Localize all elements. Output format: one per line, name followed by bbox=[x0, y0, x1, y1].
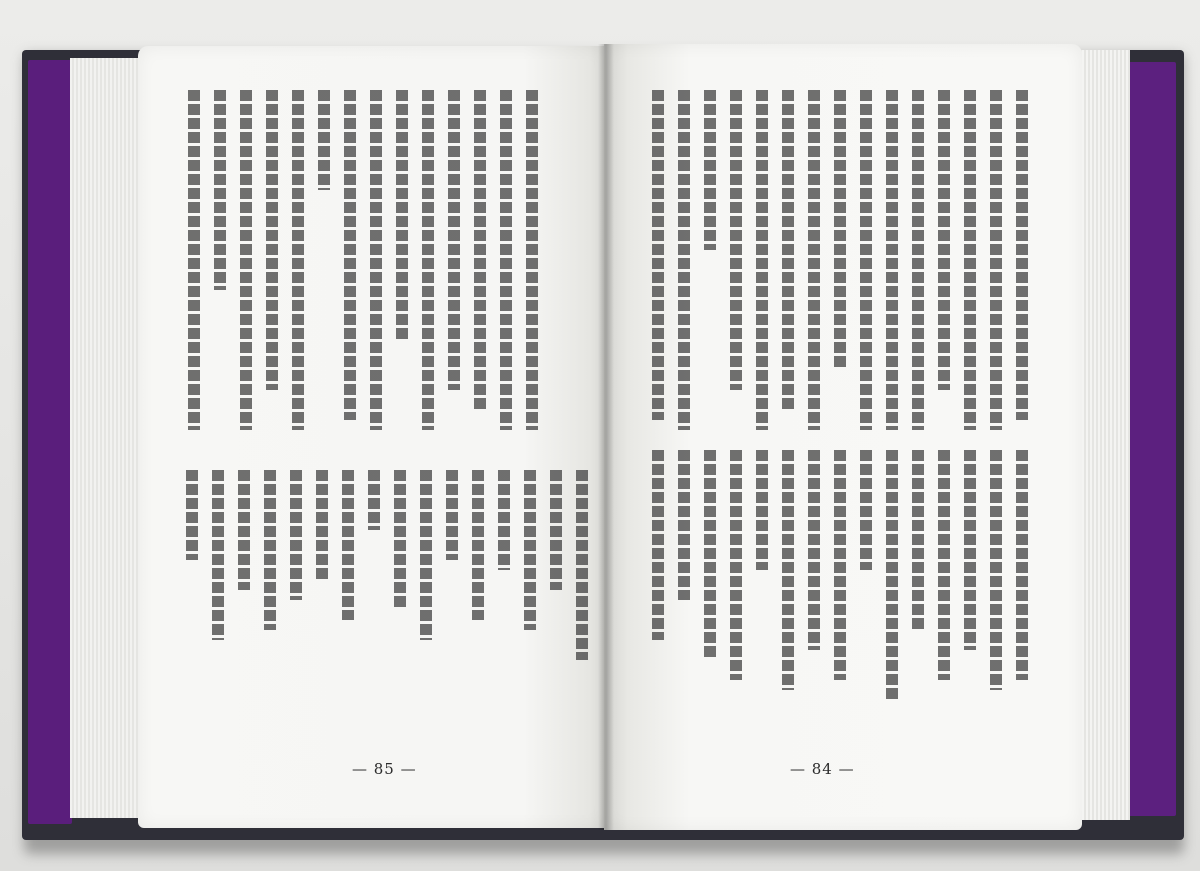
text-column bbox=[704, 90, 716, 250]
text-column bbox=[344, 90, 356, 420]
right-page-upper-text bbox=[650, 90, 1030, 440]
text-column bbox=[808, 450, 820, 650]
text-column bbox=[266, 90, 278, 390]
cover-edge-right bbox=[1128, 62, 1176, 816]
text-column bbox=[652, 450, 664, 640]
text-column bbox=[756, 450, 768, 570]
text-column bbox=[652, 90, 664, 420]
text-column bbox=[240, 90, 252, 430]
text-column bbox=[912, 90, 924, 430]
text-column bbox=[292, 90, 304, 430]
book-gutter bbox=[598, 44, 614, 830]
text-column bbox=[446, 470, 458, 560]
text-column bbox=[678, 90, 690, 430]
text-column bbox=[756, 90, 768, 430]
left-page-lower-list bbox=[170, 470, 590, 680]
text-column bbox=[368, 470, 380, 530]
page-stack-left bbox=[70, 58, 140, 818]
text-column bbox=[264, 470, 276, 630]
text-column bbox=[860, 450, 872, 570]
text-column bbox=[550, 470, 562, 590]
text-column bbox=[938, 450, 950, 680]
text-column bbox=[524, 470, 536, 630]
text-column bbox=[186, 470, 198, 560]
text-column bbox=[576, 470, 588, 660]
text-column bbox=[342, 470, 354, 620]
text-column bbox=[290, 470, 302, 600]
text-column bbox=[318, 90, 330, 190]
text-column bbox=[912, 450, 924, 630]
text-column bbox=[214, 90, 226, 290]
page-number-right: — 84 — bbox=[790, 760, 855, 778]
text-column bbox=[188, 90, 200, 430]
text-column bbox=[394, 470, 406, 610]
text-column bbox=[526, 90, 538, 430]
text-column bbox=[834, 90, 846, 370]
text-column bbox=[238, 470, 250, 590]
text-column bbox=[808, 90, 820, 430]
text-column bbox=[704, 450, 716, 660]
text-column bbox=[422, 90, 434, 430]
text-column bbox=[212, 470, 224, 640]
text-column bbox=[886, 90, 898, 430]
text-column bbox=[420, 470, 432, 640]
text-column bbox=[498, 470, 510, 570]
text-column bbox=[730, 90, 742, 390]
page-number-left: — 85 — bbox=[352, 760, 417, 778]
text-column bbox=[730, 450, 742, 680]
text-column bbox=[782, 450, 794, 690]
text-column bbox=[396, 90, 408, 340]
text-column bbox=[316, 470, 328, 580]
text-column bbox=[860, 90, 872, 430]
text-column bbox=[938, 90, 950, 390]
text-column bbox=[448, 90, 460, 390]
text-column bbox=[370, 90, 382, 430]
text-column bbox=[886, 450, 898, 700]
text-column bbox=[1016, 450, 1028, 680]
right-page-lower-list bbox=[640, 450, 1030, 710]
text-column bbox=[834, 450, 846, 680]
text-column bbox=[1016, 90, 1028, 420]
text-column bbox=[964, 450, 976, 650]
text-column bbox=[782, 90, 794, 410]
text-column bbox=[500, 90, 512, 430]
text-column bbox=[474, 90, 486, 410]
text-column bbox=[678, 450, 690, 600]
text-column bbox=[990, 90, 1002, 430]
text-column bbox=[964, 90, 976, 430]
text-column bbox=[472, 470, 484, 620]
text-column bbox=[990, 450, 1002, 690]
cover-edge-left bbox=[28, 60, 72, 824]
left-page-upper-text bbox=[180, 90, 540, 450]
